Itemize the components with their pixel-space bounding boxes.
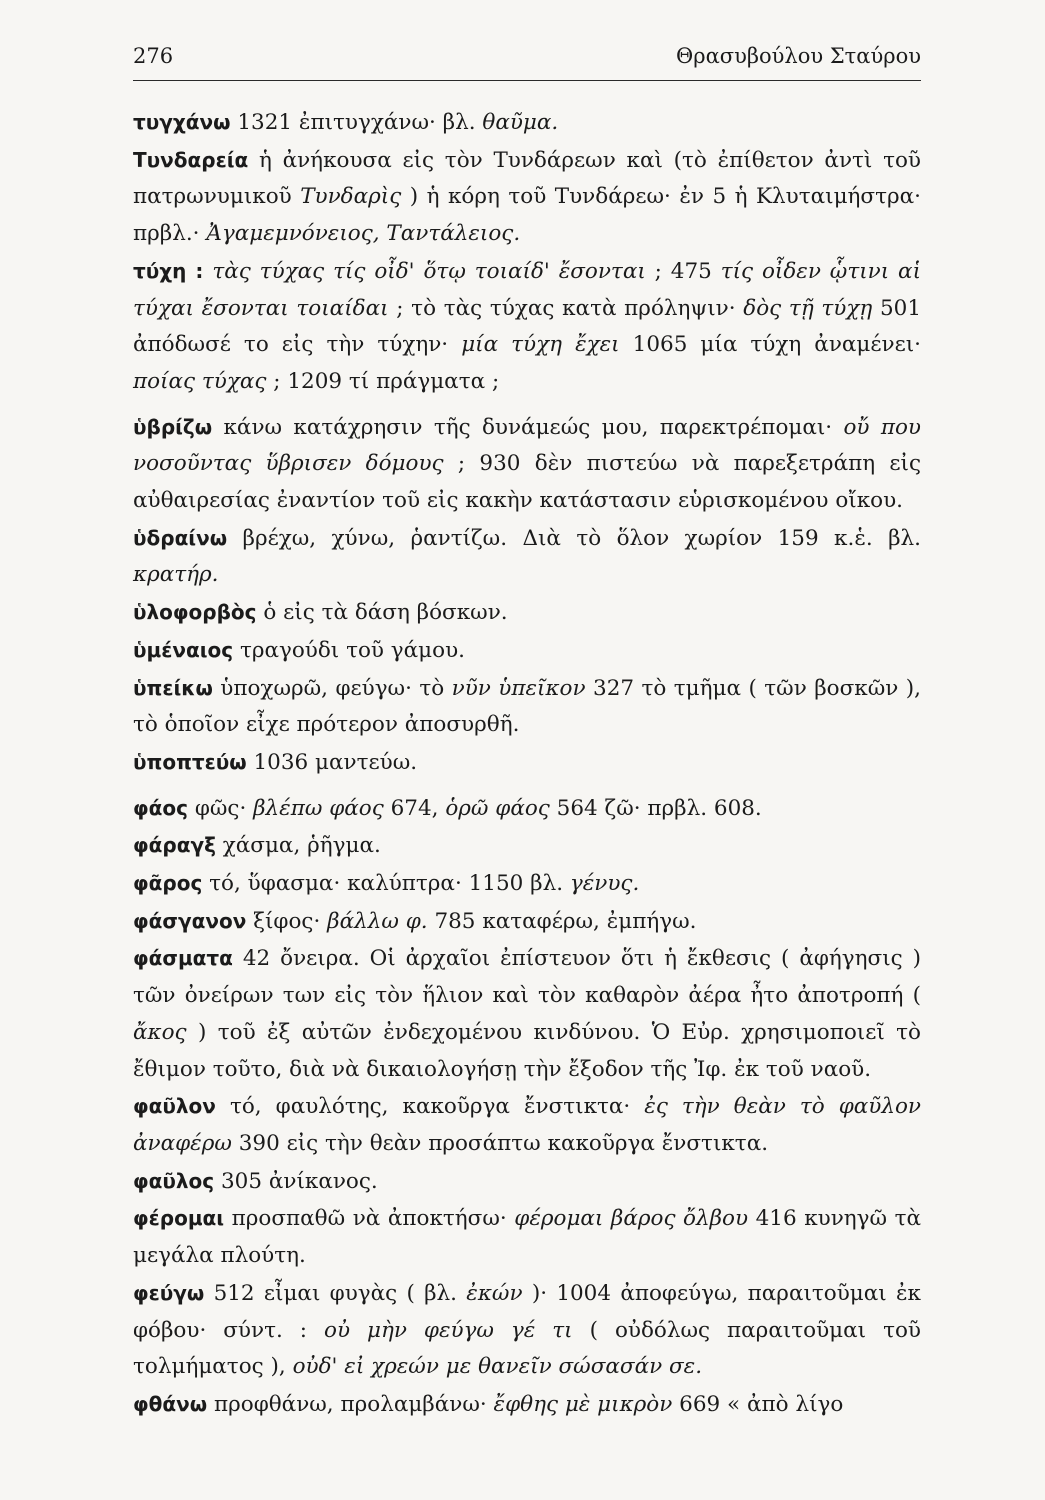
glossary-entry <box>133 1275 921 1386</box>
entry-headword: ὑποπτεύω <box>133 749 247 774</box>
entry-italic-text: γένυς. <box>569 871 640 897</box>
page-number: 276 <box>133 44 174 68</box>
entry-text: 327 τὸ τμῆμα ( τῶν βοσκῶν ), τὸ ὁποῖον εἶχε πρότερον ἀποσυρθῆ. <box>133 675 921 738</box>
entry-text: ) τοῦ ἐξ αὐτῶν ἐνδεχομένου κινδύνου. Ὁ Εὐρ. χρησιμοποιεῖ τὸ ἔθιμον τοῦτο, διὰ νὰ δικαιολογήσῃ τὴν ἔξοδον τῆς Ἰφ. ἐκ τοῦ ναοῦ. <box>133 1019 921 1082</box>
entry-italic-text: φέρομαι βάρος ὄλβου <box>514 1206 749 1232</box>
entry-text: ξίφος· <box>246 908 328 934</box>
glossary-entry <box>133 1163 921 1201</box>
glossary-entry <box>133 1386 921 1424</box>
glossary-entry <box>133 790 921 828</box>
entry-italic-text: δὸς τῇ τύχῃ <box>743 295 873 321</box>
entry-text: ( οὐδόλως παραιτοῦμαι τοῦ τολμήματος ), <box>133 1317 921 1380</box>
entry-headword: φθάνω <box>133 1391 208 1416</box>
entry-headword: ὑδραίνω <box>133 525 228 550</box>
entry-text: )· 1004 ἀποφεύγω, παραιτοῦμαι ἐκ φόβου· σύντ. : <box>133 1280 921 1343</box>
entry-italic-text: τὰς τύχας τίς οἶδ' ὅτῳ τοιαίδ' ἔσονται <box>203 258 646 284</box>
entry-text: 501 ἀπόδωσέ το εἰς τὴν τύχην· <box>133 295 922 358</box>
entry-text: ; 930 δὲν πιστεύω νὰ παρεξετράπη εἰς αὐθαιρεσίας ἐναντίον τοῦ εἰς κακὴν κατάστασιν εὑρισκομένου οἴκου. <box>133 451 922 514</box>
entry-text: προφθάνω, προλαμβάνω· <box>207 1391 494 1417</box>
entry-italic-text: τίς οἶδεν ᾧτινι αἱ τύχαι ἔσονται τοιαίδαι <box>133 258 921 321</box>
entry-text: 1065 μία τύχη ἀναμένει· <box>619 332 921 358</box>
entry-headword: φαῦλος <box>133 1168 215 1193</box>
entry-text: 390 εἰς τὴν θεὰν προσάπτω κακοῦργα ἔνστικτα. <box>231 1130 769 1156</box>
entry-italic-text: θαῦμα. <box>482 110 559 135</box>
entry-headword: φάος <box>133 795 188 820</box>
entry-headword: ὑβρίζω <box>133 414 213 439</box>
entry-italic-text: μία τύχη ἔχει <box>461 332 620 358</box>
entry-italic-text: οὔ που νοσοῦντας ὕβρισεν δόμους <box>133 414 921 477</box>
entry-text: 42 ὄνειρα. Οἱ ἀρχαῖοι ἐπίστευον ὅτι ἡ ἔκθεσις ( ἀφήγησις ) τῶν ὀνείρων των εἰς τὸν ἥλιον καὶ τὸν καθαρὸν ἀέρα ἦτο ἀποτροπή ( <box>133 946 921 1009</box>
entry-text: ἡ ἀνήκουσα εἰς τὸν Τυνδάρεων καὶ (τὸ ἐπίθετον ἀντὶ τοῦ πατρωνυμικοῦ <box>133 147 921 210</box>
entry-text: τό, ὕφασμα· καλύπτρα· 1150 βλ. <box>202 871 570 897</box>
glossary-entry <box>133 940 921 1088</box>
glossary-entry <box>133 520 921 594</box>
entry-italic-text: ἄκος <box>133 1019 187 1045</box>
entry-text: κάνω κατάχρησιν τῆς δυνάμεώς μου, παρεκτρέπομαι· <box>212 414 844 440</box>
entry-headword: φαῦλον <box>133 1094 216 1119</box>
entry-italic-text: ἐς τὴν θεὰν τὸ φαῦλον ἀναφέρω <box>133 1094 921 1156</box>
entry-headword: φάραγξ <box>133 833 216 858</box>
glossary-entry <box>133 827 921 865</box>
entry-text: ; 475 <box>645 258 721 284</box>
glossary-entry <box>133 409 921 520</box>
entry-italic-text: κρατήρ. <box>133 562 219 588</box>
entry-text: ; τὸ τὰς τύχας κατὰ πρόληψιν· <box>388 295 744 321</box>
entry-headword: φάσματα <box>133 946 233 971</box>
entry-italic-text: οὐδ' εἰ χρεών με θανεῖν σώσασάν σε. <box>292 1354 703 1380</box>
glossary-entry <box>133 744 921 782</box>
glossary-entry <box>133 670 921 744</box>
entry-headword: Τυνδαρεία <box>133 147 249 172</box>
glossary-entry <box>133 253 921 401</box>
entry-text: 669 « ἀπὸ λίγο <box>672 1391 844 1417</box>
entry-text: φῶς· <box>187 795 254 821</box>
glossary-entries <box>133 104 921 1424</box>
entry-text: ; 1209 τί πράγματα ; <box>266 368 500 394</box>
glossary-entry <box>133 903 921 941</box>
entry-italic-text: βλέπω φάος <box>253 795 384 821</box>
page-header <box>133 44 921 68</box>
glossary-entry <box>133 865 921 903</box>
entry-italic-text: νῦν ὑπεῖκον <box>451 675 586 701</box>
entry-text: ὑποχωρῶ, φεύγω· τὸ <box>212 675 452 701</box>
entry-text: 1036 μαντεύω. <box>246 749 418 775</box>
entry-text: τό, φαυλότης, κακοῦργα ἔνστικτα· <box>215 1094 645 1120</box>
entry-headword: ὑπείκω <box>133 675 213 700</box>
running-title: Θρασυβούλου Σταύρου <box>676 44 921 68</box>
glossary-entry <box>133 1200 921 1274</box>
entry-headword: τυγχάνω <box>133 110 231 134</box>
glossary-entry <box>133 104 921 142</box>
entry-headword: φᾶρος <box>133 871 203 896</box>
entry-headword: ὑλοφορβὸς <box>133 600 257 625</box>
entry-headword: φέρομαι <box>133 1206 225 1231</box>
entry-text: 785 καταφέρω, ἐμπήγω. <box>427 908 697 934</box>
glossary-entry <box>133 142 921 253</box>
entry-text: χάσμα, ῥῆγμα. <box>215 833 381 859</box>
entry-text: τραγούδι τοῦ γάμου. <box>233 637 466 663</box>
entry-text: προσπαθῶ νὰ ἀποκτήσω· <box>224 1206 515 1232</box>
entry-text: βρέχω, χύνω, ῥαντίζω. Διὰ τὸ ὅλον χωρίον 159 κ.ἑ. βλ. <box>227 525 921 551</box>
entry-italic-text: ποίας τύχας <box>133 368 267 394</box>
entry-headword: τύχη : <box>133 258 204 283</box>
glossary-entry <box>133 1088 921 1162</box>
entry-italic-text: Ἀγαμεμνόνειος, Ταντάλειος. <box>206 221 521 247</box>
entry-text: 416 κυνηγῶ τὰ μεγάλα πλούτη. <box>133 1206 922 1269</box>
entry-text: 674, <box>383 795 446 821</box>
glossary-entry <box>133 594 921 632</box>
entry-text: ὁ εἰς τὰ δάση βόσκων. <box>256 600 508 626</box>
entry-headword: φάσγανον <box>133 908 247 933</box>
entry-italic-text: ἔφθης μὲ μικρὸν <box>493 1391 673 1417</box>
entry-text: 564 ζῶ· πρβλ. 608. <box>549 795 762 821</box>
entry-headword: φεύγω <box>133 1280 205 1305</box>
header-rule <box>133 80 921 81</box>
entry-italic-text: ὁρῶ φάος <box>445 795 550 821</box>
entry-text: 1321 ἐπιτυγχάνω· βλ. <box>230 110 483 135</box>
entry-text: ) ἡ κόρη τοῦ Τυνδάρεω· ἐν 5 ἡ Κλυταιμήστρα· πρβλ.· <box>133 184 921 247</box>
entry-italic-text: οὐ μὴν φεύγω γέ τι <box>324 1317 573 1343</box>
glossary-entry <box>133 632 921 670</box>
entry-text: 305 ἀνίκανος. <box>214 1168 378 1194</box>
entry-italic-text: Τυνδαρὶς <box>300 184 402 210</box>
entry-text: 512 εἶμαι φυγὰς ( βλ. <box>204 1280 467 1306</box>
entry-headword: ὑμέναιος <box>133 637 234 662</box>
entry-italic-text: βάλλω φ. <box>327 908 428 934</box>
entry-italic-text: ἐκών <box>466 1280 523 1306</box>
